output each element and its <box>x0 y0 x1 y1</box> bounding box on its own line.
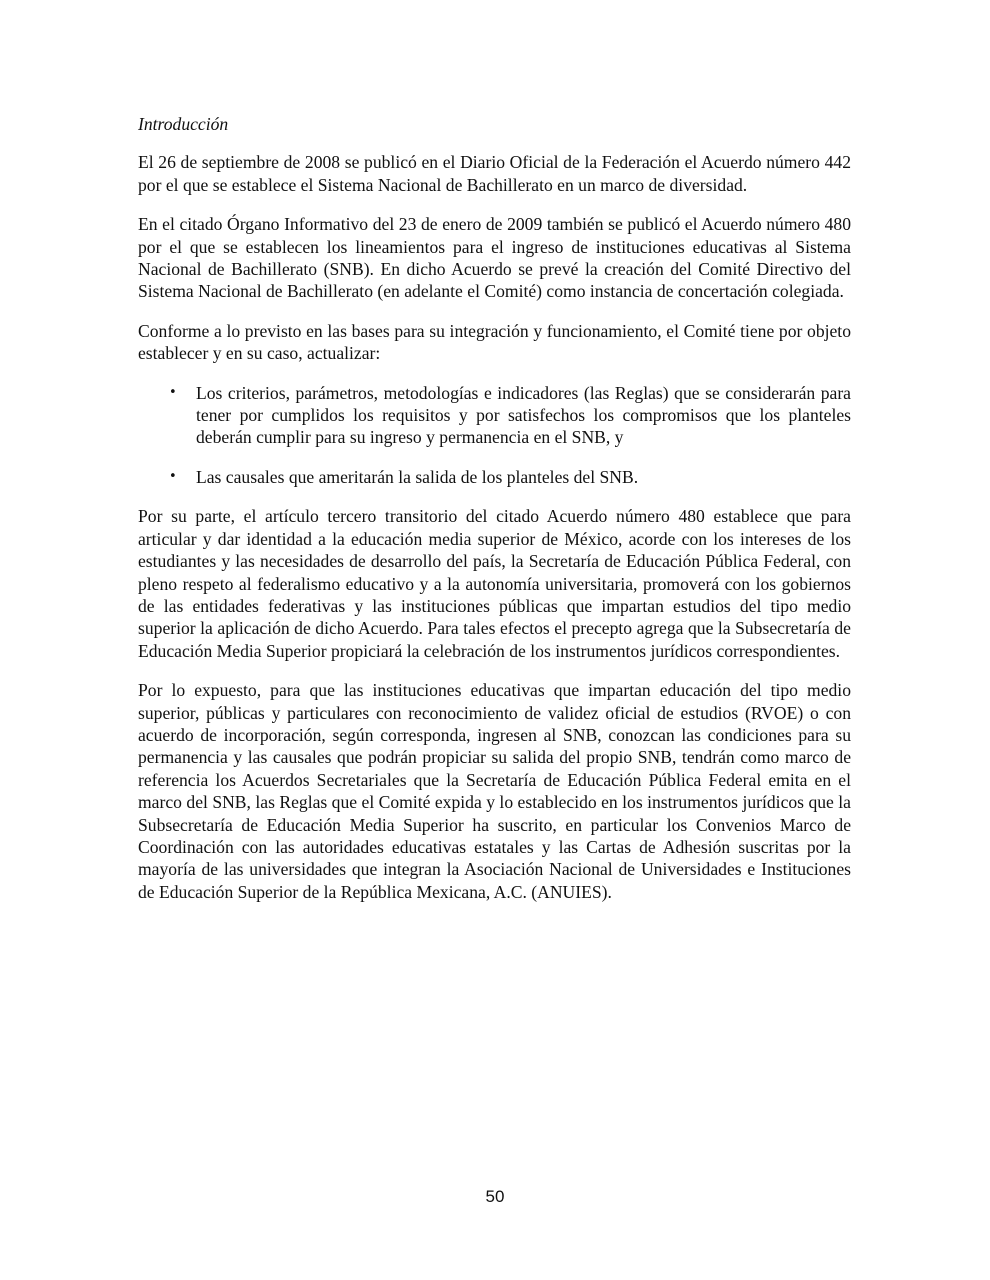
section-heading: Introducción <box>138 114 229 134</box>
paragraph-acuerdo-442: El 26 de septiembre de 2008 se publicó en el Diario Oficial de la Federación el Acuerdo número 442 por el que se establece el Sistema Nacional de Bachillerato en un marco de diversidad. <box>138 152 851 195</box>
document-page <box>138 113 851 920</box>
bullet-list <box>138 382 851 489</box>
paragraph-acuerdo-480: En el citado Órgano Informativo del 23 de enero de 2009 también se publicó el Acuerdo número 480 por el que se establecen los lineamientos para el ingreso de instituciones educativas al Sistema Nacional de Bachillerato (SNB). En dicho Acuerdo se prevé la creación del Comité Directivo del Sistema Nacional de Bachillerato (en adelante el Comité) como instancia de concertación colegiada. <box>138 214 851 302</box>
bullet-icon: • <box>169 468 177 484</box>
bullet-icon: • <box>169 384 177 400</box>
list-item <box>138 466 851 488</box>
list-item <box>138 382 851 449</box>
page-number: 50 <box>485 1187 505 1206</box>
list-item-text: Las causales que ameritarán la salida de los planteles del SNB. <box>196 466 639 487</box>
list-item-text: Los criterios, parámetros, metodologías e indicadores (las Reglas) que se considerarán para tener por cumplidos los requisitos y por satisfechos los compromisos que los planteles deberán cumplir para su ingreso y permanencia en el SNB, y <box>196 382 851 448</box>
paragraph-articulo-tercero: Por su parte, el artículo tercero transitorio del citado Acuerdo número 480 establece que para articular y dar identidad a la educación media superior de México, acorde con los intereses de los estudiantes y las necesidades de desarrollo del país, la Secretaría de Educación Pública Federal, con pleno respeto al federalismo educativo y a la autonomía universitaria, promoverá con los gobiernos de las entidades federativas y las instituciones públicas que impartan estudios del tipo medio superior la aplicación de dicho Acuerdo. Para tales efectos el precepto agrega que la Subsecretaría de Educación Media Superior propiciará la celebración de los instrumentos jurídicos correspondientes. <box>138 506 851 661</box>
paragraph-por-lo-expuesto: Por lo expuesto, para que las instituciones educativas que impartan educación del tipo medio superior, públicas y particulares con reconocimiento de validez oficial de estudios (RVOE) o con acuerdo de incorporación, según corresponda, ingresen al SNB, conozcan las condiciones para su permanencia y las causales que podrán propiciar su salida del propio SNB, tendrán como marco de referencia los Acuerdos Secretariales que la Secretaría de Educación Pública Federal emita en el marco del SNB, las Reglas que el Comité expida y lo establecido en los instrumentos jurídicos que la Subsecretaría de Educación Media Superior ha suscrito, en particular los Convenios Marco de Coordinación con las autoridades educativas estatales y las Cartas de Adhesión suscritas por la mayoría de las universidades que integran la Asociación Nacional de Universidades e Instituciones de Educación Superior de la República Mexicana, A.C. (ANUIES). <box>138 680 851 902</box>
paragraph-comite-objeto: Conforme a lo previsto en las bases para su integración y funcionamiento, el Comité tiene por objeto establecer y en su caso, actualizar: <box>138 320 851 364</box>
